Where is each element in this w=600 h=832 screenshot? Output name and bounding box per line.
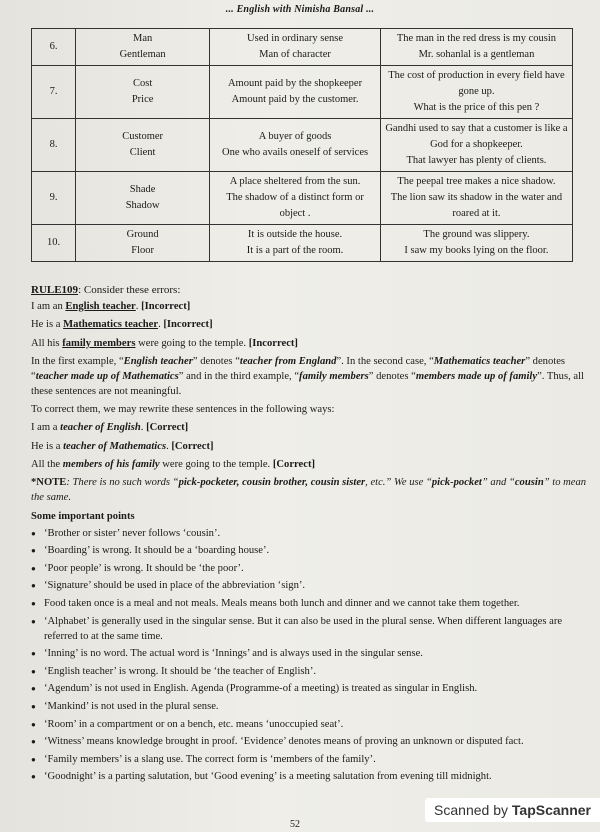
list-item: ● ‘Boarding’ is wrong. It should be a ‘boarding house’. [31, 543, 596, 558]
word-cell-line: Man [133, 33, 153, 44]
incorrect-example-2: He is a Mathematics teacher. [Incorrect] [31, 319, 213, 331]
rule-intro: : Consider these errors: [78, 284, 181, 296]
scanner-watermark: Scanned by TapScanner [425, 798, 600, 822]
table-row [32, 172, 573, 225]
list-item: ● ‘Alphabet’ is generally used in the singular sense. But it can also be used in the plural sense. When different languages are referred to at the same time. [31, 614, 596, 644]
rule-id: RULE109 [31, 284, 79, 296]
correction-intro: To correct them, we may rewrite these sentences in the following ways: [31, 404, 335, 416]
meaning-cell-line: Man of character [259, 49, 331, 60]
incorrect-example-3: All his family members were going to the temple. [Incorrect] [31, 337, 298, 349]
sentence-cell-line: Gandhi used to say that a customer is like a God for a shopkeeper. [385, 123, 568, 150]
sentence-cell-line: The peepal tree makes a nice shadow. [397, 176, 556, 187]
meaning-cell [210, 172, 381, 225]
word-cell-line: Gentleman [119, 49, 166, 60]
sentence-cell-line: I saw my books lying on the floor. [404, 245, 549, 256]
word-cell-line: Shadow [125, 200, 160, 211]
list-item: ● ‘Agendum’ is not used in English. Agenda (Programme-of a meeting) is treated as singular in English. [31, 681, 596, 696]
word-cell-line: Shade [129, 184, 156, 195]
sentence-cell-line: That lawyer has plenty of clients. [406, 155, 547, 166]
meaning-cell [210, 66, 381, 119]
list-item: ● ‘Witness’ means knowledge brought in proof. ‘Evidence’ denotes means of proving an unknown or disputed fact. [31, 734, 596, 749]
word-cell [76, 172, 210, 225]
meaning-cell-line: Amount paid by the customer. [231, 94, 359, 105]
correct-example-1: I am a teacher of English. [Correct] [31, 422, 189, 434]
word-cell-line: Price [131, 94, 154, 105]
word-cell [76, 66, 210, 119]
meaning-cell-line: Used in ordinary sense [247, 33, 343, 44]
meaning-cell-line: A buyer of goods [258, 131, 332, 142]
word-comparison-table [31, 28, 573, 262]
row-number: 8. [32, 119, 76, 172]
sentence-cell-line: The cost of production in every field have gone up. [388, 70, 565, 97]
correct-example-2: He is a teacher of Mathematics. [Correct] [31, 440, 214, 452]
note-paragraph: *NOTE: There is no such words “pick-pocketer, cousin brother, cousin sister, etc.” We use “pick-pocket” and “cousin” to mean the same. [31, 477, 587, 504]
correct-example-3: All the members of his family were going to the temple. [Correct] [31, 459, 316, 471]
meaning-cell-line: The shadow of a distinct form or object . [226, 192, 364, 219]
word-cell-line: Client [129, 147, 156, 158]
table-row [32, 119, 573, 172]
sentence-cell [380, 172, 572, 225]
list-item: ● ‘Room’ in a compartment or on a bench, etc. means ‘unoccupied seat’. [31, 717, 596, 732]
list-item: ● ‘English teacher’ is wrong. It should be ‘the teacher of English’. [31, 664, 596, 679]
word-cell-line: Customer [122, 131, 164, 142]
row-number: 10. [32, 225, 76, 262]
list-item: ● Food taken once is a meal and not meals. Meals means both lunch and dinner and we cannot take them together. [31, 596, 596, 611]
meaning-cell [210, 29, 381, 66]
meaning-cell-line: A place sheltered from the sun. [229, 176, 361, 187]
incorrect-example-1: I am an English teacher. [Incorrect] [31, 301, 191, 312]
word-cell-line: Ground [126, 229, 159, 240]
meaning-cell-line: One who avails oneself of services [221, 147, 369, 158]
table-row [32, 29, 573, 66]
list-item: ● ‘Brother or sister’ never follows ‘cousin’. [31, 526, 596, 541]
rule-body [31, 299, 596, 787]
running-header: ... English with Nimisha Bansal ... [225, 4, 375, 15]
row-number: 7. [32, 66, 76, 119]
sentence-cell-line: The lion saw its shadow in the water and roared at it. [390, 192, 563, 219]
word-cell-line: Floor [131, 245, 154, 256]
word-cell-line: Cost [132, 78, 153, 89]
important-points-list [31, 526, 596, 785]
row-number: 9. [32, 172, 76, 225]
list-item: ● ‘Poor people’ is wrong. It should be ‘the poor’. [31, 561, 596, 576]
list-item: ● ‘Family members’ is a slang use. The correct form is ‘members of the family’. [31, 752, 596, 767]
word-cell [76, 119, 210, 172]
meaning-cell-line: It is a part of the room. [246, 245, 344, 256]
table-row [32, 225, 573, 262]
rule-heading [31, 284, 592, 296]
points-heading: Some important points [31, 510, 135, 522]
sentence-cell-line: The ground was slippery. [423, 229, 530, 240]
meaning-cell-line: It is outside the house. [247, 229, 343, 240]
list-item: ● ‘Mankind’ is not used in the plural sense. [31, 699, 596, 714]
row-number: 6. [32, 29, 76, 66]
page-number: 52 [290, 819, 300, 830]
sentence-cell-line: Mr. sohanlal is a gentleman [418, 49, 535, 60]
sentence-cell-line: The man in the red dress is my cousin [396, 33, 557, 44]
word-cell [76, 225, 210, 262]
sentence-cell [380, 66, 572, 119]
list-item: ● ‘Goodnight’ is a parting salutation, but ‘Good evening’ is a meeting salutation from evening till midnight. [31, 769, 596, 784]
list-item: ● ‘Inning’ is no word. The actual word is ‘Innings’ and is always used in the singular sense. [31, 646, 596, 661]
list-item: ● ‘Signature’ should be used in place of the abbreviation ‘sign’. [31, 578, 596, 593]
word-cell [76, 29, 210, 66]
sentence-cell-line: What is the price of this pen ? [413, 102, 540, 113]
meaning-cell [210, 119, 381, 172]
explanation-paragraph: In the first example, “English teacher” denotes “teacher from England”. In the second case, “Mathematics teacher” denotes “teacher made up of Mathematics” and in the third example, “family members” denotes “members made up of family”. Thus, all these sentences are not meaningful. [31, 355, 584, 397]
table-row [32, 66, 573, 119]
meaning-cell-line: Amount paid by the shopkeeper [227, 78, 363, 89]
table-body [32, 29, 573, 262]
meaning-cell [210, 225, 381, 262]
sentence-cell [380, 29, 572, 66]
sentence-cell [380, 225, 572, 262]
sentence-cell [380, 119, 572, 172]
